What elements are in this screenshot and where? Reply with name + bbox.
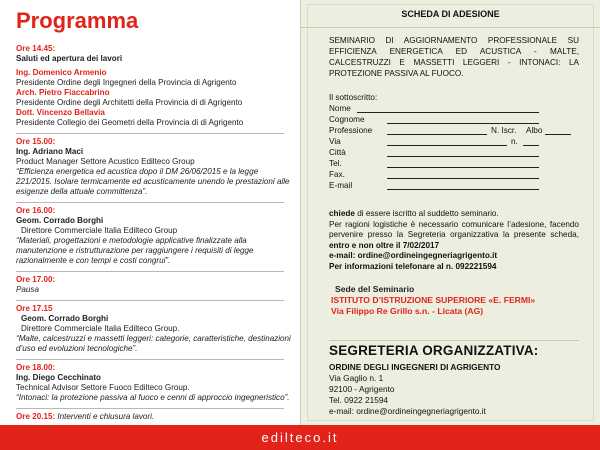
time-label: Ore 17.15 [16, 304, 53, 313]
form-title: SCHEDA DI ADESIONE [401, 9, 500, 19]
registration-notes [329, 209, 579, 272]
field-row-fax [329, 169, 589, 180]
venue-name: ISTITUTO D’ISTRUZIONE SUPERIORE «E. FERMI» [331, 295, 536, 305]
speaker-role: Product Manager Settore Acustico Edilteco Group [16, 157, 195, 166]
segreteria-divider [329, 340, 579, 341]
venue-heading: Sede del Seminario [335, 284, 415, 294]
program-section-1445 [16, 40, 300, 128]
civic-number-field[interactable] [523, 145, 539, 146]
time-label: Ore 18.00: [16, 363, 56, 372]
time-label: Ore 15.00: [16, 137, 56, 146]
org-name: ORDINE DEGLI INGEGNERI DI AGRIGENTO [329, 362, 501, 372]
speaker-name: Geom. Corrado Borghi [21, 314, 109, 323]
form-intro: Il sottoscritto: [329, 93, 378, 102]
speaker-name: Ing. Diego Cecchinato [16, 373, 101, 382]
phone-line: Tel. 0922 21594 [329, 395, 389, 405]
seminar-title: SEMINARIO DI AGGIORNAMENTO PROFESSIONALE SU EFFICIENZA ENERGETICA ED ACUSTICA - MALTE, CALCESTRUZZI E MASSETTI LEGGERI - INTONACI: LA PROTEZIONE PASSIVA AL FUOCO. [329, 36, 579, 78]
fax-field[interactable] [387, 178, 539, 179]
talk-description: “Materiali, progettazioni e metodologie applicative finalizzate alla manutenzione e ristrutturazione per raggiungere i requisiti di legge razionalmente e con tempi e costi congrui”. [16, 236, 254, 265]
field-row-citta [329, 147, 589, 158]
via-field[interactable] [387, 145, 507, 146]
speaker-name: Geom. Corrado Borghi [16, 216, 104, 225]
contact-email: e-mail: ordine@ordineingegneriagrigento.it [329, 251, 498, 260]
nome-field[interactable] [357, 112, 539, 113]
field-row-email [329, 180, 589, 191]
talk-description: “Intonaci: la protezione passiva al fuoco e cenni di approccio ingegneristico”. [16, 393, 290, 402]
speaker-role: Presidente Collegio dei Geometri della Provincia di di Agrigento [16, 118, 244, 127]
talk-description: “Malte, calcestruzzi e massetti leggeri: categorie, caratteristiche, destinazioni d’uso ed evoluzioni tecnologiche”. [16, 334, 291, 353]
program-section-1715 [16, 300, 300, 354]
segreteria-contacts [329, 362, 500, 417]
field-row-professione [329, 125, 589, 136]
section-divider [16, 133, 284, 134]
time-label: Ore 14.45: [16, 44, 56, 53]
program-section-1700 [16, 271, 300, 295]
field-label: Professione [329, 126, 373, 135]
section-divider [16, 202, 284, 203]
footer-bar [0, 425, 600, 450]
field-label: Fax. [329, 170, 345, 179]
field-label: Albo [526, 126, 543, 135]
citta-field[interactable] [387, 156, 539, 157]
talk-description: “Efficienza energetica ed acustica dopo il DM 26/06/2015 e la legge 221/2015. Isolare termicamente ed acusticamente unendo le prestazioni alle esigenze della attuale committenza”. [16, 167, 290, 196]
program-section-2015 [16, 408, 300, 422]
deadline: entro e non oltre il 7/02/2017 [329, 240, 440, 250]
speaker-name: Dott. Vincenzo Bellavia [16, 108, 105, 117]
section-divider [16, 408, 284, 409]
section-divider [16, 271, 284, 272]
program-section-1800 [16, 359, 300, 403]
professione-field[interactable] [387, 134, 487, 135]
session-title: Saluti ed apertura dei lavori [16, 54, 123, 63]
field-label: n. [511, 137, 518, 146]
title-divider [301, 27, 600, 28]
time-label: Ore 20.15: [16, 412, 56, 421]
speaker-name: Ing. Domenico Armenio [16, 68, 107, 77]
venue-block [331, 284, 535, 317]
email-line: e-mail: ordine@ordineingegneriagrigento.it [329, 406, 486, 416]
speaker-name: Arch. Pietro Fiaccabrino [16, 88, 110, 97]
speaker-name: Ing. Adriano Maci [16, 147, 84, 156]
field-label: N. Iscr. [491, 126, 517, 135]
registration-panel [300, 0, 600, 425]
field-label: Via [329, 137, 341, 146]
request-line [329, 209, 579, 220]
time-label: Ore 17.00: [16, 275, 56, 284]
registration-form [329, 92, 589, 191]
speaker-role: Presidente Ordine degli Architetti della Provincia di di Agrigento [16, 98, 243, 107]
speaker-role: Presidente Ordine degli Ingegneri della Provincia di Agrigento [16, 78, 237, 87]
contact-phone: Per informazioni telefonare al n. 092221594 [329, 261, 497, 271]
field-label: Nome [329, 104, 351, 113]
talk-description: Interventi e chiusura lavori. [57, 412, 155, 421]
venue-address: Via Filippo Re Grillo s.n. - Licata (AG) [331, 306, 484, 316]
note-text: Per ragioni logistiche è necessario comunicare l’adesione, facendo pervenire presso la Segreteria organizzativa la presente scheda, [329, 219, 579, 239]
field-label: E-mail [329, 181, 353, 190]
program-section-1500 [16, 133, 300, 197]
field-row-nome [329, 103, 589, 114]
address-line: Via Gaglio n. 1 [329, 373, 384, 383]
request-bold: chiede [329, 209, 355, 218]
albo-field[interactable] [545, 134, 571, 135]
field-label: Città [329, 148, 346, 157]
deadline-note [329, 220, 579, 252]
talk-description: Pausa [16, 285, 39, 294]
program-title: Programma [16, 8, 139, 33]
speaker-role: Direttore Commerciale Italia Edilteco Group [21, 226, 178, 235]
field-label: Cognome [329, 115, 365, 124]
website-link[interactable]: edilteco.it [261, 430, 339, 445]
program-panel [0, 0, 300, 425]
field-row-cognome [329, 114, 589, 125]
field-row-tel [329, 158, 589, 169]
email-field[interactable] [387, 189, 539, 190]
speaker-role: Technical Advisor Settore Fuoco Edilteco Group. [16, 383, 190, 392]
section-divider [16, 300, 284, 301]
field-label: Tel. [329, 159, 342, 168]
request-text: di essere iscritto al suddetto seminario. [354, 209, 499, 218]
tel-field[interactable] [387, 167, 539, 168]
field-row-via [329, 136, 589, 147]
time-label: Ore 16.00: [16, 206, 56, 215]
cognome-field[interactable] [387, 123, 539, 124]
section-divider [16, 359, 284, 360]
segreteria-title: SEGRETERIA ORGANIZZATIVA: [329, 343, 539, 358]
program-section-1600 [16, 202, 300, 266]
speaker-role: Direttore Commerciale Italia Edilteco Group. [21, 324, 180, 333]
address-line: 92100 - Agrigento [329, 384, 395, 394]
